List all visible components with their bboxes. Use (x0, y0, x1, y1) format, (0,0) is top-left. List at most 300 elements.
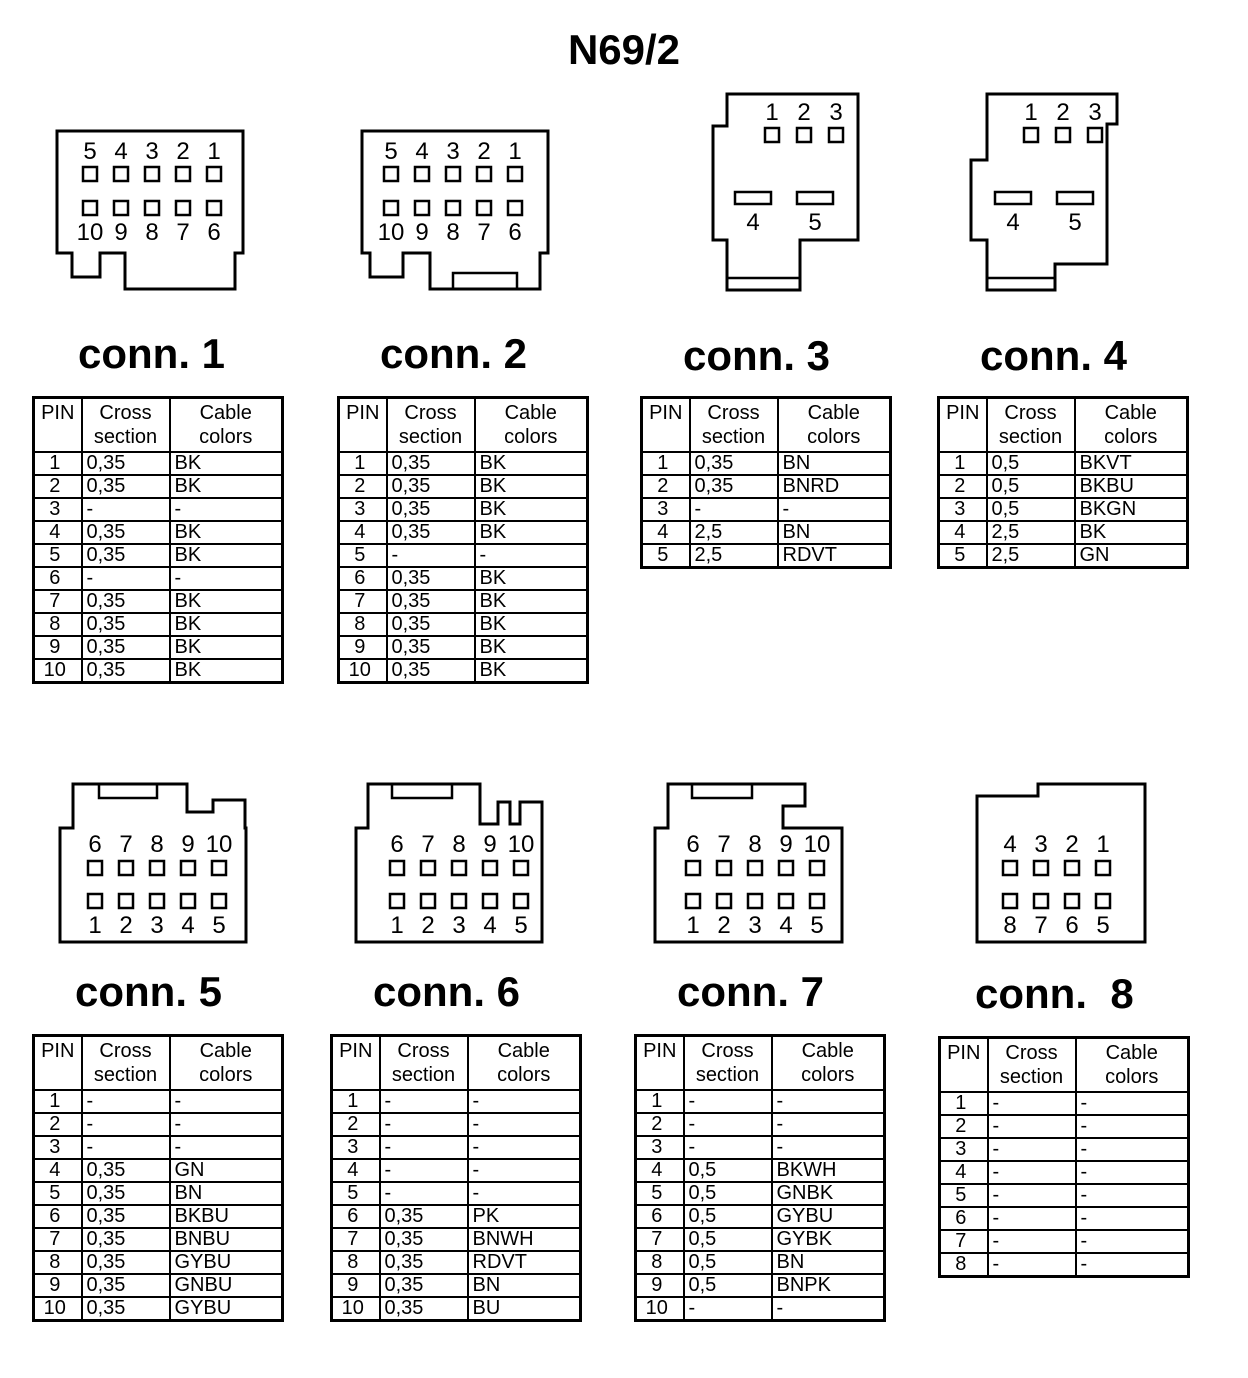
pin-slot (477, 201, 491, 215)
table-row (940, 1184, 1189, 1207)
connector-2-outline (355, 125, 555, 295)
pin-cell: 5 (332, 1182, 380, 1205)
pin-slot (212, 861, 226, 875)
pin-cell: 1 (34, 1090, 82, 1113)
pin-slot (1096, 861, 1110, 875)
pin-number: 3 (150, 912, 164, 939)
pin-slot (1065, 861, 1079, 875)
pin-cell: 4 (636, 1159, 684, 1182)
cross-section-cell: 0,5 (684, 1159, 772, 1182)
cross-section-cell: 0,35 (82, 659, 170, 683)
pin-cell: 3 (939, 498, 987, 521)
cable-color-cell: BU (468, 1297, 581, 1321)
pin-number: 7 (421, 831, 435, 858)
table-row (332, 1136, 581, 1159)
pin-number: 4 (114, 138, 128, 165)
table-row (940, 1092, 1189, 1115)
pin-cell: 6 (636, 1205, 684, 1228)
pin-cell: 3 (34, 498, 82, 521)
pin-slot (779, 861, 793, 875)
pin-number: 9 (483, 831, 497, 858)
table-header-row (332, 1036, 581, 1091)
cross-section-cell: 2,5 (987, 521, 1075, 544)
connector-latch (453, 273, 517, 289)
table-row (34, 1182, 283, 1205)
pin-slot (384, 167, 398, 181)
pin-number: 7 (1034, 912, 1048, 939)
cross-section-cell: 2,5 (690, 521, 778, 544)
cross-section-cell: 0,5 (987, 452, 1075, 475)
cross-section-header: Cross section (690, 398, 778, 453)
cross-section-cell: 0,35 (82, 1182, 170, 1205)
pin-cell: 7 (339, 590, 387, 613)
cable-color-cell: RDVT (468, 1251, 581, 1274)
pin-number: 6 (686, 831, 700, 858)
pin-header: PIN (339, 398, 387, 453)
pin-slot (1034, 861, 1048, 875)
pin-number: 6 (207, 219, 221, 246)
conn-5-pin-table (32, 1034, 284, 1322)
pin-cell: 8 (34, 613, 82, 636)
cross-section-header: Cross section (988, 1038, 1076, 1093)
cable-colors-header: Cable colors (1075, 398, 1188, 453)
connector-latch (99, 784, 157, 798)
connector-8-outline (972, 778, 1152, 950)
pin-number: 5 (808, 209, 822, 236)
pin-number: 5 (810, 912, 824, 939)
cable-color-cell: - (772, 1297, 885, 1321)
pin-cell: 6 (34, 567, 82, 590)
table-row (339, 521, 588, 544)
pin-cell: 4 (332, 1159, 380, 1182)
pin-cell: 3 (34, 1136, 82, 1159)
table-header-row (34, 398, 283, 453)
cable-color-cell: - (170, 1136, 283, 1159)
pin-slot (88, 894, 102, 908)
pin-slot (829, 128, 843, 142)
pin-slot (83, 201, 97, 215)
pin-slot (810, 861, 824, 875)
pin-slot (1096, 894, 1110, 908)
cross-section-cell: - (988, 1138, 1076, 1161)
pin-slot (452, 861, 466, 875)
cross-section-cell: - (82, 1136, 170, 1159)
cross-section-cell: - (82, 1090, 170, 1113)
cable-color-cell: - (468, 1182, 581, 1205)
table-row (636, 1297, 885, 1321)
cable-color-cell: BK (170, 613, 283, 636)
table-row (636, 1159, 885, 1182)
pin-number: 5 (212, 912, 226, 939)
pin-slot (207, 167, 221, 181)
pin-slot (508, 201, 522, 215)
cable-color-cell: - (468, 1159, 581, 1182)
cable-color-cell: BN (772, 1251, 885, 1274)
cross-section-cell: - (988, 1207, 1076, 1230)
cable-color-cell: GYBU (772, 1205, 885, 1228)
connector-latch (727, 278, 800, 290)
cable-colors-header: Cable colors (170, 1036, 283, 1091)
pin-slot (483, 861, 497, 875)
table-row (636, 1136, 885, 1159)
table-row (332, 1297, 581, 1321)
cross-section-cell: 0,35 (82, 1251, 170, 1274)
pin-cell: 4 (939, 521, 987, 544)
pin-number: 1 (1096, 831, 1110, 858)
cable-color-cell: - (772, 1136, 885, 1159)
table-row (332, 1113, 581, 1136)
table-row (940, 1115, 1189, 1138)
conn-1-pin-table (32, 396, 284, 684)
pin-slot (748, 861, 762, 875)
table-header-row (642, 398, 891, 453)
table-header-row (636, 1036, 885, 1091)
table-row (939, 475, 1188, 498)
conn-7-label: conn. 7 (677, 968, 825, 1015)
pin-cell: 10 (34, 1297, 82, 1321)
pin-slot (1003, 861, 1017, 875)
pin-number: 2 (477, 138, 491, 165)
pin-cell: 1 (339, 452, 387, 475)
cable-color-cell: - (1076, 1138, 1189, 1161)
cable-color-cell: - (468, 1113, 581, 1136)
connector-4-outline (965, 88, 1125, 298)
table-row (34, 1251, 283, 1274)
table-row (339, 659, 588, 683)
cross-section-cell: - (684, 1297, 772, 1321)
cross-section-cell: 0,35 (82, 452, 170, 475)
pin-slot (415, 167, 429, 181)
pin-number: 8 (145, 219, 159, 246)
pin-cell: 9 (636, 1274, 684, 1297)
cable-color-cell: RDVT (778, 544, 891, 568)
cross-section-cell: - (988, 1115, 1076, 1138)
cable-color-cell: BK (475, 636, 588, 659)
pin-number: 6 (390, 831, 404, 858)
cross-section-cell: 0,35 (387, 521, 475, 544)
pin-header: PIN (939, 398, 987, 453)
cross-section-cell: - (82, 1113, 170, 1136)
cable-color-cell: BK (170, 544, 283, 567)
pin-cell: 1 (940, 1092, 988, 1115)
cable-color-cell: BKBU (170, 1205, 283, 1228)
pin-cell: 7 (34, 590, 82, 613)
cross-section-cell: 0,35 (380, 1205, 468, 1228)
pin-slot (477, 167, 491, 181)
pin-cell: 5 (34, 1182, 82, 1205)
pin-cell: 6 (332, 1205, 380, 1228)
cross-section-cell: 0,35 (380, 1228, 468, 1251)
pin-header: PIN (34, 1036, 82, 1091)
pin-cell: 2 (939, 475, 987, 498)
pin-slot (717, 861, 731, 875)
cable-color-cell: BK (170, 590, 283, 613)
pin-number: 8 (446, 219, 460, 246)
table-row (636, 1090, 885, 1113)
table-header-row (939, 398, 1188, 453)
cross-section-cell: 0,35 (690, 475, 778, 498)
cable-color-cell: BN (468, 1274, 581, 1297)
pin-number: 3 (1034, 831, 1048, 858)
pin-slot (810, 894, 824, 908)
pin-slot (207, 201, 221, 215)
pin-number: 2 (1065, 831, 1079, 858)
pin-header: PIN (940, 1038, 988, 1093)
pin-cell: 10 (332, 1297, 380, 1321)
connector-latch (392, 784, 452, 798)
table-row (339, 475, 588, 498)
table-row (939, 521, 1188, 544)
cross-section-cell: 0,35 (82, 613, 170, 636)
cable-color-cell: - (170, 498, 283, 521)
pin-number: 2 (421, 912, 435, 939)
pin-number: 6 (1065, 912, 1079, 939)
cross-section-cell: 0,35 (82, 636, 170, 659)
pin-cell: 5 (939, 544, 987, 568)
pin-number: 2 (1056, 99, 1070, 126)
cable-colors-header: Cable colors (772, 1036, 885, 1091)
pin-slot (176, 167, 190, 181)
cable-color-cell: BK (475, 659, 588, 683)
pin-number: 1 (1024, 99, 1038, 126)
cable-color-cell: GNBU (170, 1274, 283, 1297)
pin-header: PIN (636, 1036, 684, 1091)
cross-section-cell: - (988, 1161, 1076, 1184)
pin-number: 8 (150, 831, 164, 858)
cross-section-cell: - (387, 544, 475, 567)
cross-section-cell: 0,35 (387, 659, 475, 683)
connector-1-outline (50, 125, 250, 295)
pin-slot (150, 894, 164, 908)
pin-cell: 2 (332, 1113, 380, 1136)
pin-number: 3 (452, 912, 466, 939)
pin-cell: 3 (642, 498, 690, 521)
pin-number: 2 (176, 138, 190, 165)
cable-color-cell: BNBU (170, 1228, 283, 1251)
cross-section-cell: - (82, 498, 170, 521)
connector-5-outline (55, 778, 255, 950)
pin-number: 10 (205, 831, 233, 858)
connector-6-outline (350, 778, 550, 950)
cross-section-cell: 0,35 (380, 1251, 468, 1274)
pin-number: 6 (88, 831, 102, 858)
cable-color-cell: GYBU (170, 1251, 283, 1274)
pin-cell: 7 (940, 1230, 988, 1253)
pin-cell: 6 (34, 1205, 82, 1228)
cross-section-cell: 0,35 (387, 636, 475, 659)
cross-section-cell: 0,35 (82, 1205, 170, 1228)
pin-slot (717, 894, 731, 908)
cable-color-cell: - (772, 1090, 885, 1113)
pin-number: 1 (390, 912, 404, 939)
table-row (636, 1182, 885, 1205)
pin-slot (686, 894, 700, 908)
connector-latch (987, 278, 1055, 290)
cross-section-cell: - (988, 1092, 1076, 1115)
cable-color-cell: BKBU (1075, 475, 1188, 498)
cable-color-cell: BK (475, 498, 588, 521)
conn-4-label: conn. 4 (980, 332, 1128, 379)
cross-section-header: Cross section (387, 398, 475, 453)
pin-slot (446, 167, 460, 181)
pin-cell: 10 (636, 1297, 684, 1321)
pin-number: 2 (717, 912, 731, 939)
table-row (332, 1274, 581, 1297)
connector-7-outline (650, 778, 850, 950)
cable-color-cell: - (468, 1136, 581, 1159)
table-header-row (339, 398, 588, 453)
table-row (642, 452, 891, 475)
pin-cell: 3 (636, 1136, 684, 1159)
cable-color-cell: BNRD (778, 475, 891, 498)
cable-color-cell: - (1076, 1115, 1189, 1138)
cable-color-cell: BK (475, 613, 588, 636)
cross-section-cell: 0,35 (82, 1274, 170, 1297)
pin-cell: 2 (636, 1113, 684, 1136)
conn-8-pin-table (938, 1036, 1190, 1278)
pin-slot (1088, 128, 1102, 142)
pin-slot (181, 861, 195, 875)
pin-cell: 1 (34, 452, 82, 475)
cross-section-cell: 0,5 (684, 1251, 772, 1274)
cable-colors-header: Cable colors (1076, 1038, 1189, 1093)
cross-section-header: Cross section (987, 398, 1075, 453)
pin-slot (514, 894, 528, 908)
pin-slot (508, 167, 522, 181)
pin-cell: 3 (940, 1138, 988, 1161)
pin-number: 2 (119, 912, 133, 939)
pin-number: 1 (207, 138, 221, 165)
pin-slot (1034, 894, 1048, 908)
cross-section-cell: 0,5 (684, 1228, 772, 1251)
pin-slot (119, 894, 133, 908)
cross-section-cell: - (988, 1253, 1076, 1277)
cable-color-cell: - (1076, 1161, 1189, 1184)
pin-cell: 9 (34, 1274, 82, 1297)
cable-color-cell: BKGN (1075, 498, 1188, 521)
pin-number: 4 (483, 912, 497, 939)
table-row (34, 1090, 283, 1113)
pin-cell: 4 (34, 1159, 82, 1182)
pin-number: 1 (508, 138, 522, 165)
pin-slot (1056, 128, 1070, 142)
pin-cell: 2 (940, 1115, 988, 1138)
pin-number: 5 (384, 138, 398, 165)
table-row (940, 1138, 1189, 1161)
conn-2-label: conn. 2 (380, 330, 528, 377)
pin-slot (150, 861, 164, 875)
cable-color-cell: - (1076, 1092, 1189, 1115)
pin-slot (145, 167, 159, 181)
pin-number: 9 (415, 219, 429, 246)
pin-cell: 8 (636, 1251, 684, 1274)
pin-number: 8 (1003, 912, 1017, 939)
cable-color-cell: - (170, 1090, 283, 1113)
pin-number: 1 (88, 912, 102, 939)
pin-slot (1065, 894, 1079, 908)
cross-section-cell: - (690, 498, 778, 521)
connector-latch (692, 784, 752, 798)
cross-section-header: Cross section (684, 1036, 772, 1091)
conn-4-pin-table (937, 396, 1189, 569)
cable-color-cell: - (170, 567, 283, 590)
connector-3-outline (705, 88, 870, 298)
table-row (940, 1230, 1189, 1253)
pin-cell: 7 (34, 1228, 82, 1251)
cross-section-cell: - (380, 1182, 468, 1205)
pin-number: 3 (829, 99, 843, 126)
pin-slot (176, 201, 190, 215)
pin-number: 5 (83, 138, 97, 165)
cross-section-cell: - (380, 1090, 468, 1113)
pin-number: 9 (779, 831, 793, 858)
pin-cell: 9 (34, 636, 82, 659)
cable-color-cell: GYBU (170, 1297, 283, 1321)
cable-colors-header: Cable colors (778, 398, 891, 453)
table-row (34, 590, 283, 613)
cross-section-header: Cross section (380, 1036, 468, 1091)
cable-color-cell: - (1076, 1253, 1189, 1277)
pin-number: 5 (1096, 912, 1110, 939)
pin-slot (181, 894, 195, 908)
diagram-title: N69/2 (567, 26, 681, 73)
conn-8-label: conn. 8 (975, 970, 1134, 1017)
pin-cell: 1 (642, 452, 690, 475)
cable-color-cell: - (170, 1113, 283, 1136)
pin-number: 4 (779, 912, 793, 939)
cable-color-cell: BK (170, 636, 283, 659)
pin-number: 10 (507, 831, 535, 858)
table-row (636, 1228, 885, 1251)
pin-cell: 2 (642, 475, 690, 498)
conn-5-label: conn. 5 (75, 968, 223, 1015)
table-row (34, 544, 283, 567)
pin-slot (421, 861, 435, 875)
table-row (339, 567, 588, 590)
table-row (34, 659, 283, 683)
pin-number: 1 (686, 912, 700, 939)
cross-section-cell: 0,35 (82, 590, 170, 613)
cable-color-cell: BK (475, 452, 588, 475)
cross-section-cell: 0,35 (380, 1274, 468, 1297)
pin-cell: 4 (34, 521, 82, 544)
cable-color-cell: - (772, 1113, 885, 1136)
pin-cell: 5 (34, 544, 82, 567)
cross-section-header: Cross section (82, 1036, 170, 1091)
cross-section-cell: 0,35 (380, 1297, 468, 1321)
cross-section-cell: - (684, 1113, 772, 1136)
table-row (642, 498, 891, 521)
pin-slot (446, 201, 460, 215)
table-row (642, 521, 891, 544)
blade-slot (1057, 192, 1093, 204)
table-row (636, 1274, 885, 1297)
table-row (34, 1159, 283, 1182)
cable-color-cell: BK (475, 475, 588, 498)
pin-slot (748, 894, 762, 908)
table-row (636, 1205, 885, 1228)
pin-slot (779, 894, 793, 908)
table-row (34, 636, 283, 659)
pin-slot (119, 861, 133, 875)
pin-number: 5 (1068, 209, 1082, 236)
table-row (34, 521, 283, 544)
table-row (339, 498, 588, 521)
pin-cell: 1 (332, 1090, 380, 1113)
blade-slot (735, 192, 771, 204)
cable-color-cell: BK (475, 567, 588, 590)
table-row (940, 1207, 1189, 1230)
